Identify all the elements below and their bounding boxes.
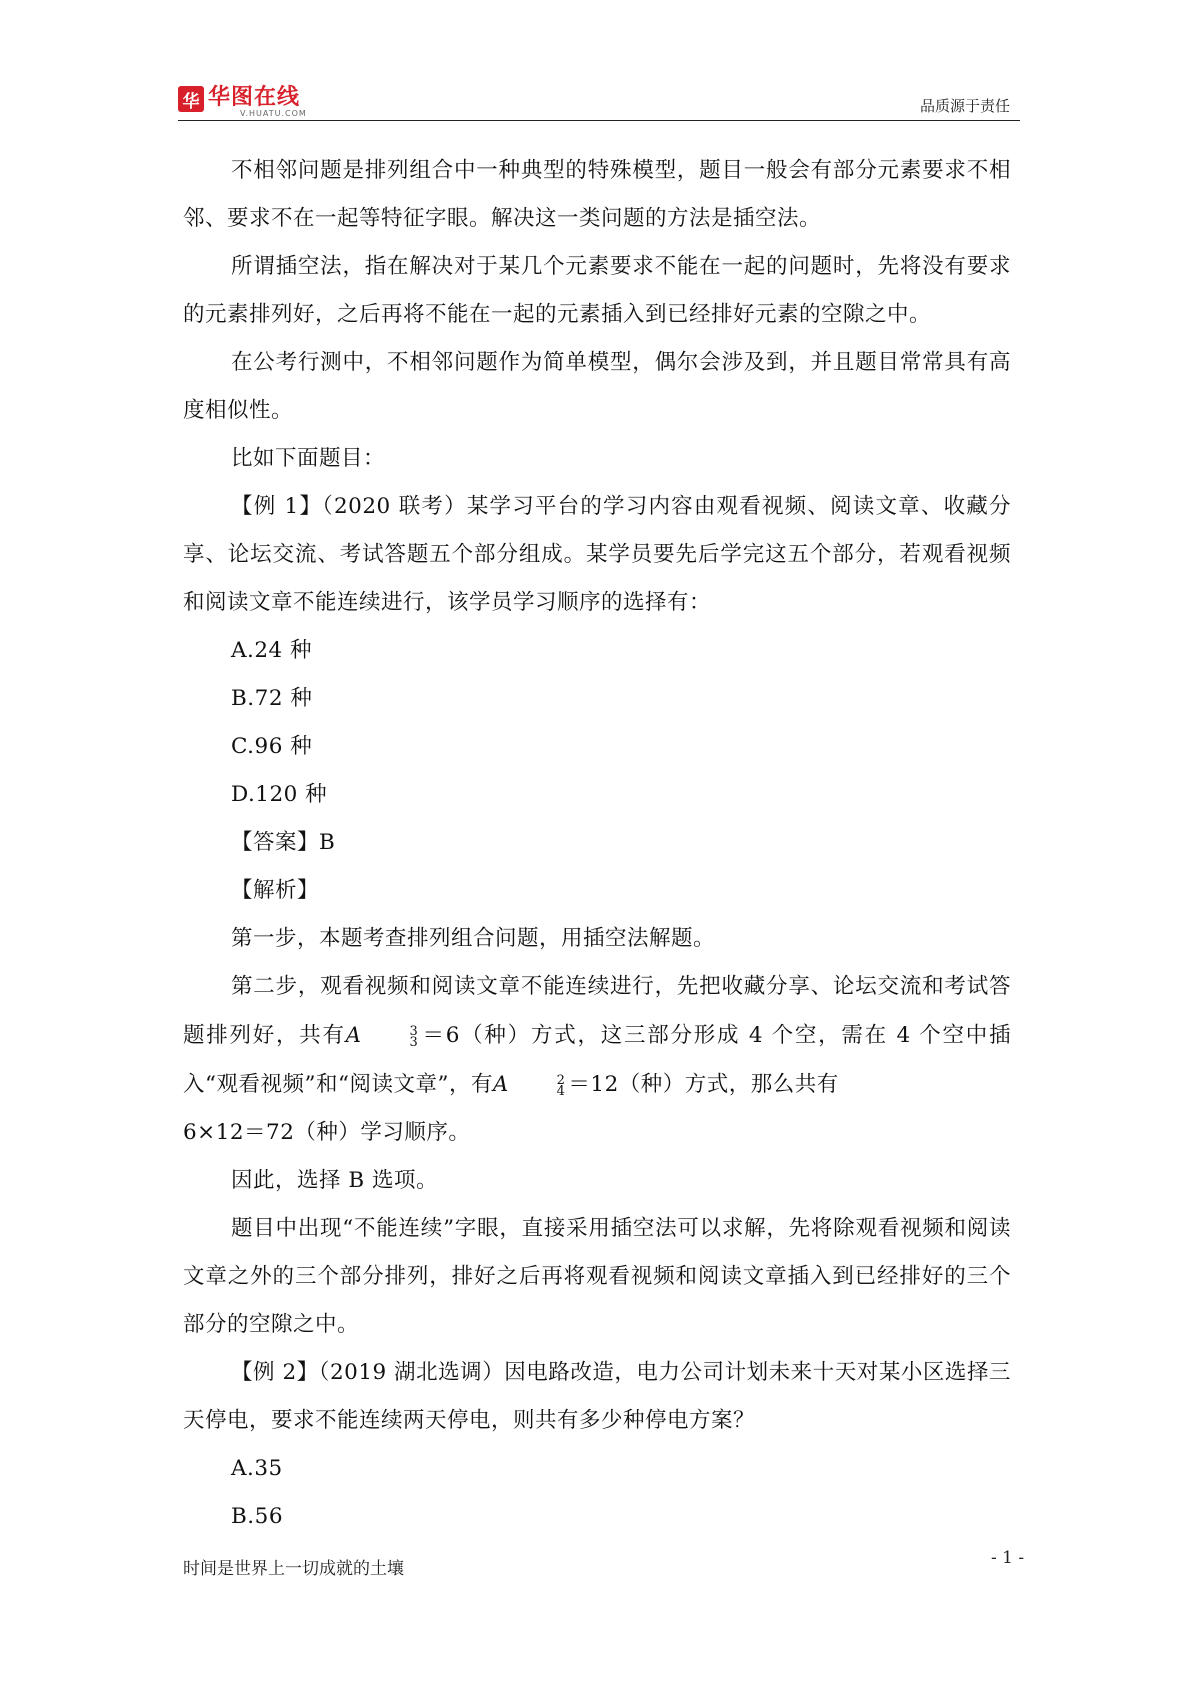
logo-name: 华图在线 <box>208 85 301 110</box>
step-2-text-c: ＝12（种）方式，那么共有 <box>568 1072 839 1097</box>
example-2-option-b: B.56 <box>231 1504 283 1529</box>
step-2-text-b: ＝6（种）方式，这三部分形成 4 个空，需在 4 个空中插入“观看视频”和“阅读文章”，有 <box>183 1023 1011 1097</box>
analysis-step-1: 第一步，本题考查排列组合问题，用插空法解题。 <box>231 926 716 951</box>
example-2-option-a: A.35 <box>231 1456 283 1481</box>
paragraph-lead-in: 比如下面题目： <box>231 446 386 471</box>
analysis-step-2-result: 6×12＝72（种）学习顺序。 <box>183 1120 471 1145</box>
page-header <box>178 80 1020 121</box>
example-1-option-a: A.24 种 <box>231 638 313 663</box>
paragraph-exam-context: 在公考行测中，不相邻问题作为简单模型，偶尔会涉及到，并且题目常常具有高度相似性。 <box>183 350 1011 423</box>
example-1-option-c: C.96 种 <box>231 734 313 759</box>
example-1-option-b: B.72 种 <box>231 686 313 711</box>
document-body <box>183 147 1011 1541</box>
permutation-a33: A 3 3 <box>345 1023 419 1050</box>
paragraph-intro: 不相邻问题是排列组合中一种典型的特殊模型，题目一般会有部分元素要求不相邻、要求不在一起等特征字眼。解决这一类问题的方法是插空法。 <box>183 158 1011 231</box>
example-1-option-d: D.120 种 <box>231 782 328 807</box>
analysis-conclusion: 因此，选择 B 选项。 <box>231 1168 438 1193</box>
method-remark: 题目中出现“不能连续”字眼，直接采用插空法可以求解，先将除观看视频和阅读文章之外的三个部分排列，排好之后再将观看视频和阅读文章插入到已经排好的三个部分的空隙之中。 <box>183 1216 1011 1337</box>
example-1-question: 【例 1】（2020 联考）某学习平台的学习内容由观看视频、阅读文章、收藏分享、论坛交流、考试答题五个部分组成。某学员要先后学完这五个部分，若观看视频和阅读文章不能连续进行，该学员学习顺序的选择有： <box>183 494 1011 615</box>
huatu-logo <box>178 86 307 118</box>
answer-line: 【答案】B <box>231 830 336 855</box>
huatu-logo-icon: 华 <box>178 86 204 112</box>
step-2-text-a: 第二步，观看视频和阅读文章不能连续进行，先把收藏分享、论坛交流和考试答题排列好，共有 <box>183 974 1011 1048</box>
analysis-step-2 <box>183 963 1011 1109</box>
example-2-question: 【例 2】（2019 湖北选调）因电路改造，电力公司计划未来十天对某小区选择三天停电，要求不能连续两天停电，则共有多少种停电方案？ <box>183 1360 1011 1433</box>
footer-motto: 时间是世界上一切成就的土壤 <box>183 1559 404 1579</box>
logo-url: V.HUATU.COM <box>240 109 307 118</box>
header-slogan: 品质源于责任 <box>919 97 1010 115</box>
analysis-title: 【解析】 <box>231 878 320 903</box>
paragraph-definition: 所谓插空法，指在解决对于某几个元素要求不能在一起的问题时，先将没有要求的元素排列好，之后再将不能在一起的元素插入到已经排好元素的空隙之中。 <box>183 254 1011 327</box>
page-number: - 1 - <box>991 1548 1025 1568</box>
permutation-a42: A 2 4 <box>492 1072 566 1099</box>
